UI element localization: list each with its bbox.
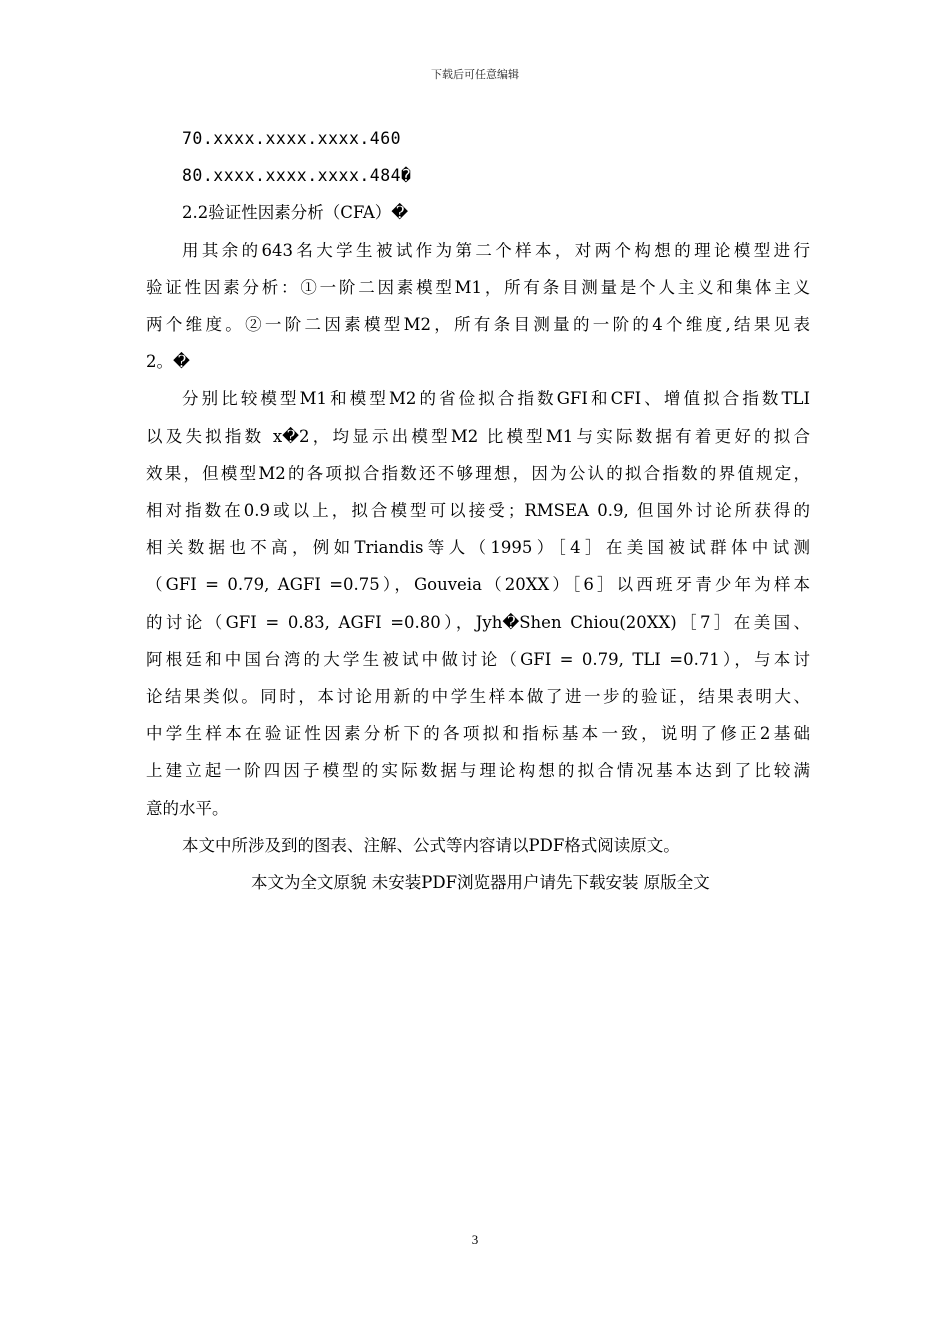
section-heading: 2.2验证性因素分析（CFA）�: [182, 203, 409, 223]
text-line: 相对指数在0.9或以上，拟合模型可以接受；RMSEA 0.9, 但国外讨论所获得的: [146, 501, 810, 521]
text-line: 阿根廷和中国台湾的大学生被试中做讨论（GFI = 0.79, TLI =0.71），与本讨: [146, 649, 810, 669]
text-line: 以及失拟指数 x�2，均显示出模型M2 比模型M1与实际数据有着更好的拟合: [146, 426, 810, 446]
text-line: 的讨论（GFI = 0.83, AGFI =0.80），Jyh�Shen Chiou(20XX)［7］在美国、: [146, 612, 810, 632]
text-line: 2。�: [146, 352, 190, 372]
page-number: 3: [471, 1232, 479, 1247]
text-line: 两个维度。②一阶二因素模型M2，所有条目测量的一阶的4个维度,结果见表: [146, 315, 810, 335]
text-line: 验证性因素分析：①一阶二因素模型M1，所有条目测量是个人主义和集体主义: [146, 277, 810, 297]
text-line: （GFI = 0.79, AGFI =0.75），Gouveia（20XX）［6］以西班牙青少年为样本: [146, 575, 810, 595]
text-line: 70.xxxx.xxxx.xxxx.460: [182, 129, 402, 148]
text-line: 论结果类似。同时，本讨论用新的中学生样本做了进一步的验证，结果表明大、: [146, 687, 810, 707]
page-header: 下载后可任意编辑: [431, 68, 519, 81]
text-line: 上建立起一阶四因子模型的实际数据与理论构想的拟合情况基本达到了比较满: [146, 761, 810, 781]
text-line: 80.xxxx.xxxx.xxxx.484�: [182, 166, 412, 186]
text-line: 效果，但模型M2的各项拟合指数还不够理想，因为公认的拟合指数的界值规定，: [146, 463, 810, 483]
text-line: 相关数据也不高，例如Triandis等人（1995）［4］在美国被试群体中试测: [146, 538, 810, 558]
document-body: [146, 120, 810, 901]
text-line: 本文为全文原貌 未安装PDF浏览器用户请先下载安装 原版全文: [251, 873, 710, 893]
text-line: 用其余的643名大学生被试作为第二个样本，对两个构想的理论模型进行: [182, 240, 810, 260]
text-line: 意的水平。: [146, 798, 229, 818]
text-line: 中学生样本在验证性因素分析下的各项拟和指标基本一致，说明了修正2基础: [146, 724, 810, 744]
text-line: 本文中所涉及到的图表、注解、公式等内容请以PDF格式阅读原文。: [182, 835, 680, 855]
text-line: 分别比较模型M1和模型M2的省俭拟合指数GFI和CFI、增值拟合指数TLI: [182, 389, 810, 409]
